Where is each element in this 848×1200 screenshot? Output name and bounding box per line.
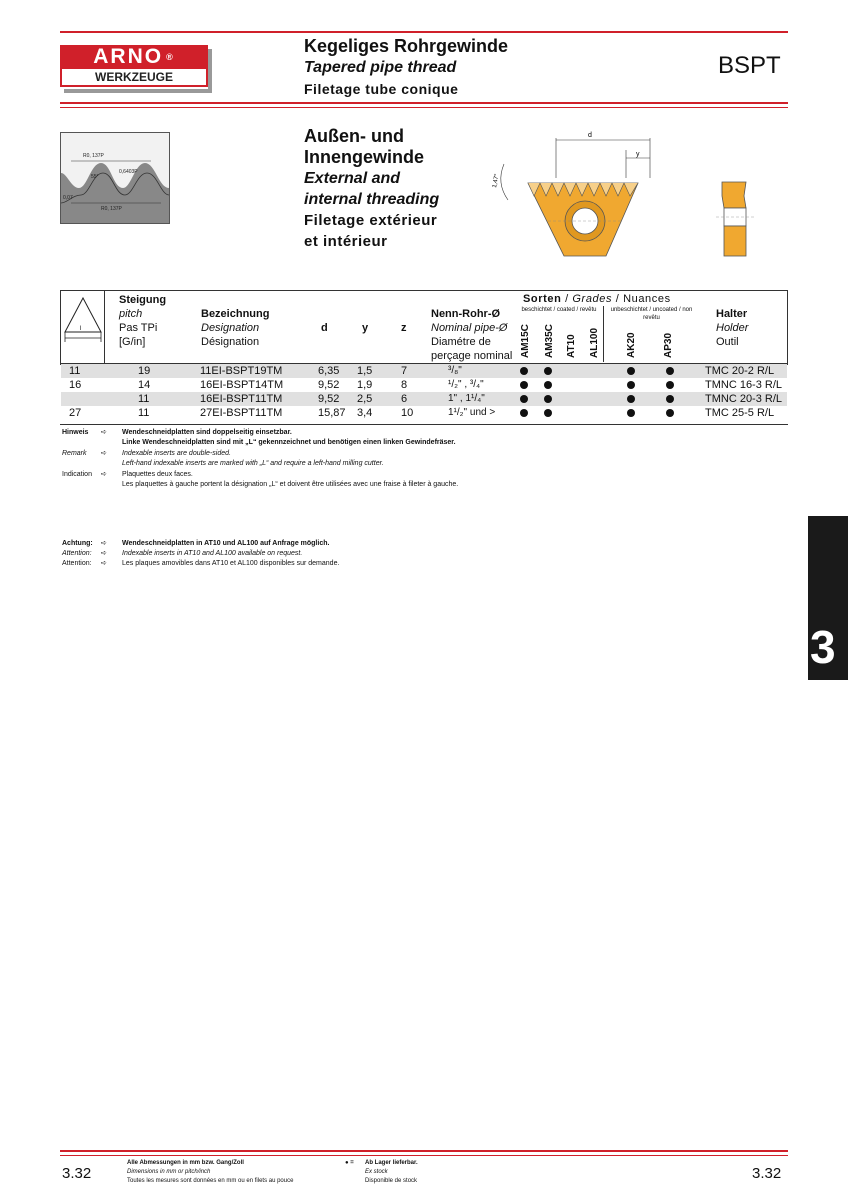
- table-header: [60, 290, 788, 365]
- cell-d: 15,87: [318, 407, 346, 419]
- profile-label-bottom: R0, 137P: [101, 206, 122, 212]
- cell-holder: TMNC 20-3 R/L: [705, 393, 783, 405]
- stock-dot: [666, 381, 674, 389]
- header-sorten-fr: Nuances: [623, 293, 671, 305]
- header-bottom-thin-rule: [60, 107, 788, 108]
- insert-label-d: d: [588, 132, 592, 139]
- profile-label-angle: 55°: [91, 174, 99, 180]
- note-indication-label: Indication: [62, 471, 92, 478]
- title-fr: Filetage tube conique: [304, 81, 459, 97]
- cell-nominal: ³/₈": [448, 365, 462, 376]
- title-en: Tapered pipe thread: [304, 59, 457, 76]
- header-steigung-en: pitch: [119, 308, 143, 320]
- table-row: [61, 406, 787, 420]
- footer-stock-de: Ab Lager lieferbar.: [365, 1160, 418, 1166]
- section-title-en-2: internal threading: [304, 191, 440, 208]
- insert-label-angle: 1,47°: [492, 173, 501, 189]
- section-title-de-2: Innengewinde: [304, 147, 425, 167]
- section-title-de-1: Außen- und: [304, 126, 404, 146]
- cell-z: 10: [401, 407, 414, 419]
- grade-at10: AT10: [566, 334, 577, 358]
- stock-dot: [666, 409, 674, 417]
- footer-stock-fr: Disponible de stock: [365, 1178, 418, 1184]
- cell-y: 1,9: [357, 379, 373, 391]
- cell-z: 6: [401, 393, 408, 405]
- stock-dot: [666, 395, 674, 403]
- header-coated: beschichtet / coated / revêtu: [521, 307, 597, 313]
- cell-y: 3,4: [357, 407, 373, 419]
- footer-stock-symbol: ● =: [345, 1160, 354, 1166]
- grade-am15c: AM15C: [520, 324, 531, 358]
- arrow-icon: ➪: [101, 540, 107, 547]
- page-number-left: 3.32: [62, 1165, 92, 1182]
- table-row: [61, 364, 787, 378]
- note-indication-1: Plaquettes deux faces.: [122, 471, 193, 478]
- thread-code: BSPT: [718, 52, 781, 79]
- header-sorten-de: Sorten: [523, 293, 562, 305]
- stock-dot: [520, 395, 528, 403]
- arrow-icon: ➪: [101, 429, 107, 436]
- stock-dot: [544, 395, 552, 403]
- cell-group: 27: [69, 407, 82, 419]
- header-halter-en: Holder: [716, 322, 749, 334]
- header-steigung-fr: Pas TPi: [119, 322, 158, 334]
- header-halter-de: Halter: [716, 308, 748, 320]
- cell-d: 9,52: [318, 379, 340, 391]
- table-row: [61, 378, 787, 392]
- section-heading: [304, 126, 439, 252]
- note-achtung-label: Achtung:: [62, 540, 93, 547]
- grade-ak20: AK20: [626, 332, 637, 358]
- profile-label-top: R0, 137P: [83, 153, 104, 159]
- svg-text:l: l: [80, 326, 82, 332]
- note-attention-en-label: Attention:: [62, 550, 92, 557]
- note-remark-label: Remark: [62, 450, 87, 457]
- insert-shape-icon: [62, 292, 104, 350]
- cell-nominal: 1" , 1¹/₄": [448, 393, 485, 404]
- grade-am35c: AM35C: [544, 324, 555, 358]
- cell-group: 16: [69, 379, 82, 391]
- cell-d: 9,52: [318, 393, 340, 405]
- logo-sub-text: WERKZEUGE: [60, 69, 208, 87]
- header-nenn-fr1: Diamétre de: [431, 336, 491, 348]
- header-bottom-rule: [60, 102, 788, 104]
- cell-pitch: 14: [138, 379, 151, 391]
- cell-group: 11: [69, 365, 81, 377]
- note-remark-2: Left-hand indexable inserts are marked with „L“ and require a left-hand milling cutter.: [122, 460, 384, 467]
- footer-dims-en: Dimensions in mm or pitch/inch: [127, 1169, 211, 1175]
- cell-designation: 16EI-BSPT11TM: [200, 393, 283, 405]
- cell-pitch: 11: [138, 393, 150, 405]
- page-number-right: 3.32: [752, 1165, 782, 1182]
- header-divider: [104, 290, 105, 364]
- section-title-en-1: External and: [304, 170, 401, 187]
- cell-nominal: ¹/₂" , ³/₄": [448, 379, 484, 390]
- header-uncoated: unbeschichtet / uncoated / non revêtu: [610, 307, 693, 321]
- header-y: y: [362, 322, 369, 334]
- stock-dot: [544, 409, 552, 417]
- stock-dot: [520, 381, 528, 389]
- chapter-tab[interactable]: [808, 516, 848, 680]
- cell-nominal: 1¹/₂" und >: [448, 407, 496, 418]
- footer-stock-en: Ex stock: [365, 1169, 388, 1175]
- note-achtung-text: Wendeschneidplatten in AT10 und AL100 auf Anfrage möglich.: [122, 540, 330, 547]
- logo-main-text: ARNO: [93, 45, 164, 68]
- note-attention-fr-text: Les plaques amovibles dans AT10 et AL100 disponibles sur demande.: [122, 560, 340, 567]
- footer-dims-de: Alle Abmessungen in mm bzw. Gang/Zoll: [127, 1160, 244, 1166]
- stock-dot: [627, 381, 635, 389]
- header-sorten-en: Grades: [572, 293, 613, 305]
- cell-holder: TMC 20-2 R/L: [705, 365, 775, 377]
- note-indication-2: Les plaquettes à gauche portent la désignation „L“ et doivent être utilisées avec une fraise à fileter à gauche.: [122, 481, 459, 488]
- stock-dot: [544, 381, 552, 389]
- arrow-icon: ➪: [101, 471, 107, 478]
- note-attention-fr-label: Attention:: [62, 560, 92, 567]
- grade-divider: [603, 306, 604, 362]
- header-nenn-de: Nenn-Rohr-Ø: [431, 308, 501, 320]
- stock-dot: [666, 367, 674, 375]
- stock-dot: [520, 367, 528, 375]
- title-de: Kegeliges Rohrgewinde: [304, 36, 509, 56]
- arrow-icon: ➪: [101, 450, 107, 457]
- header-steigung-unit: [G/in]: [119, 336, 146, 348]
- footer-dims-fr: Toutes les mesures sont données en mm ou en filets au pouce: [127, 1178, 294, 1184]
- cell-designation: 16EI-BSPT14TM: [200, 379, 284, 391]
- header-steigung-de: Steigung: [119, 294, 167, 306]
- insert-side-view: [712, 178, 764, 260]
- section-title-fr-2: et intérieur: [304, 233, 388, 250]
- grade-ap30: AP30: [663, 332, 674, 358]
- header-top-rule: [60, 31, 788, 33]
- profile-label-offset: 0,07: [63, 195, 73, 201]
- cell-pitch: 11: [138, 407, 150, 419]
- chapter-number: 3: [810, 621, 836, 673]
- cell-holder: TMC 25-5 R/L: [705, 407, 775, 419]
- note-hinweis-label: Hinweis: [62, 429, 89, 436]
- header-d: d: [321, 322, 328, 334]
- cell-z: 7: [401, 365, 408, 377]
- footer-thin-rule: [60, 1155, 788, 1156]
- header-bez-fr: Désignation: [201, 336, 260, 348]
- arrow-icon: ➪: [101, 550, 107, 557]
- header-sorten: Sorten / Grades / Nuances: [523, 293, 671, 305]
- header-bez-en: Designation: [201, 322, 260, 334]
- insert-drawing: [488, 128, 666, 262]
- stock-dot: [544, 367, 552, 375]
- cell-holder: TMNC 16-3 R/L: [705, 379, 783, 391]
- header-halter-fr: Outil: [716, 336, 739, 348]
- header-nenn-fr2: perçage nominal: [431, 350, 513, 362]
- cell-designation: 11EI-BSPT19TM: [200, 365, 283, 377]
- cell-pitch: 19: [138, 365, 151, 377]
- arno-logo: ARNO ® WERKZEUGE: [60, 45, 208, 89]
- table-bottom-rule: [60, 424, 788, 425]
- table-row: [61, 392, 787, 406]
- insert-label-y: y: [636, 151, 640, 158]
- arrow-icon: ➪: [101, 560, 107, 567]
- header-nenn-en: Nominal pipe-Ø: [431, 322, 508, 334]
- thread-profile-diagram: [60, 132, 170, 224]
- profile-label-height: 0,6403P: [119, 169, 138, 175]
- stock-dot: [520, 409, 528, 417]
- stock-dot: [627, 395, 635, 403]
- note-attention-en-text: Indexable inserts in AT10 and AL100 available on request.: [122, 550, 303, 557]
- cell-d: 6,35: [318, 365, 340, 377]
- cell-z: 8: [401, 379, 408, 391]
- footer-rule: [60, 1150, 788, 1152]
- header-z: z: [401, 322, 407, 334]
- section-title-fr-1: Filetage extérieur: [304, 212, 438, 229]
- cell-y: 2,5: [357, 393, 373, 405]
- stock-dot: [627, 409, 635, 417]
- note-remark-1: Indexable inserts are double-sided.: [122, 450, 231, 457]
- cell-designation: 27EI-BSPT11TM: [200, 407, 283, 419]
- note-hinweis-1: Wendeschneidplatten sind doppelseitig einsetzbar.: [122, 429, 292, 436]
- grade-al100: AL100: [589, 327, 600, 358]
- note-hinweis-2: Linke Wendeschneidplatten sind mit „L“ gekennzeichnet und benötigen einen linken Gewindefräser.: [122, 439, 456, 446]
- header-bez-de: Bezeichnung: [201, 308, 270, 320]
- cell-y: 1,5: [357, 365, 373, 377]
- stock-dot: [627, 367, 635, 375]
